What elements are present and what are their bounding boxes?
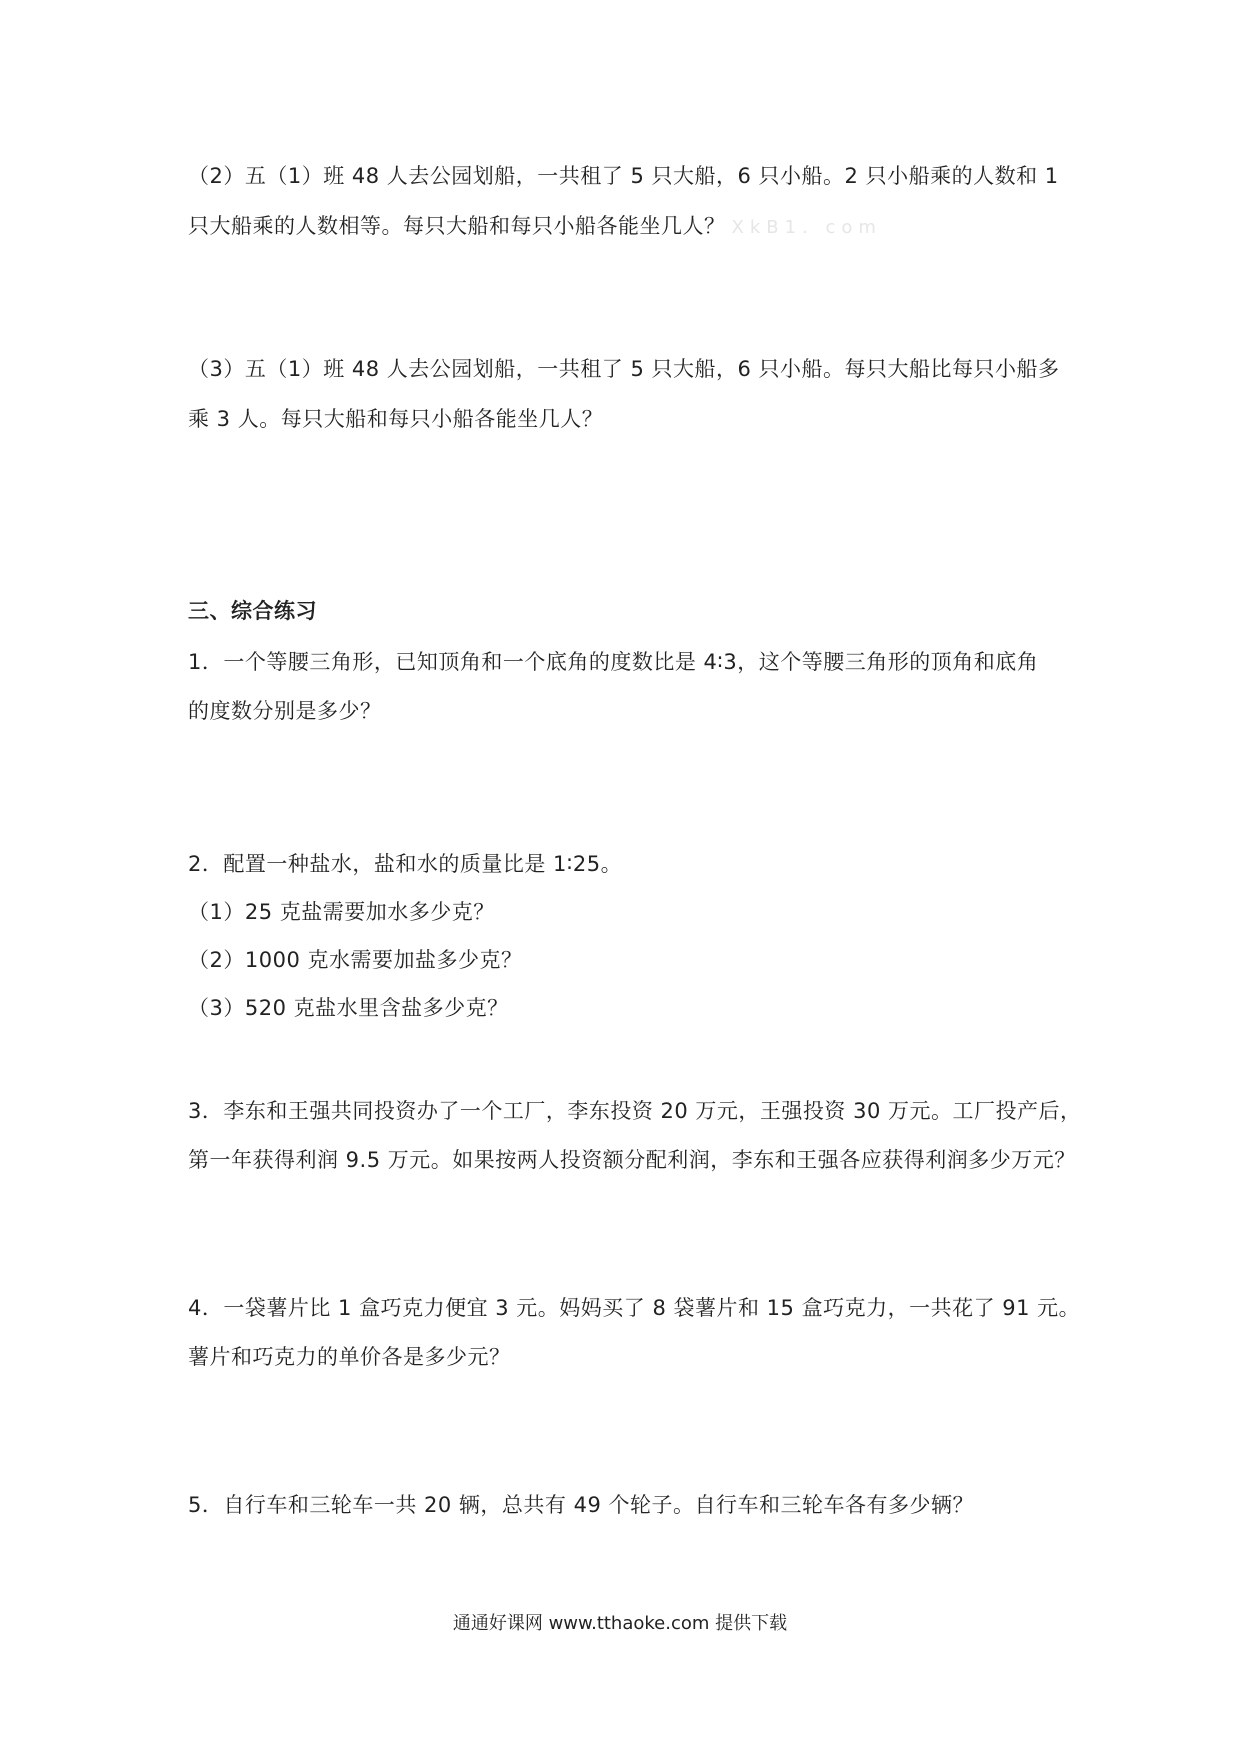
problem-4-line1: 4．一袋薯片比 1 盒巧克力便宜 3 元。妈妈买了 8 袋薯片和 15 盒巧克力，一共花了 91 元。 (188, 1296, 1081, 1320)
problem-3-line1: 3．李东和王强共同投资办了一个工厂，李东投资 20 万元，王强投资 30 万元。工厂投产后， (188, 1099, 1082, 1123)
problem-2-sub1: （1）25 克盐需要加水多少克？ (188, 900, 495, 924)
problem-3-line2: 第一年获得利润 9.5 万元。如果按两人投资额分配利润，李东和王强各应获得利润多少万元？ (188, 1148, 1076, 1172)
q2-part3-line1: （3）五（1）班 48 人去公园划船，一共租了 5 只大船，6 只小船。每只大船比每只小船多 (188, 357, 1060, 381)
problem-5-line1: 5．自行车和三轮车一共 20 辆，总共有 49 个轮子。自行车和三轮车各有多少辆？ (188, 1493, 975, 1517)
problem-1-line2: 的度数分别是多少？ (188, 699, 382, 723)
watermark-text: XkB1. com (731, 217, 882, 238)
q2-part2-line1: （2）五（1）班 48 人去公园划船，一共租了 5 只大船，6 只小船。2 只小船乘的人数和 1 (188, 164, 1059, 188)
q2-part2-line2-text: 只大船乘的人数相等。每只大船和每只小船各能坐几人？ (188, 214, 726, 238)
problem-2-line1: 2．配置一种盐水，盐和水的质量比是 1∶25。 (188, 852, 623, 876)
problem-2-sub2: （2）1000 克水需要加盐多少克？ (188, 948, 523, 972)
problem-2-sub3: （3）520 克盐水里含盐多少克？ (188, 996, 509, 1020)
problem-4-line2: 薯片和巧克力的单价各是多少元？ (188, 1345, 511, 1369)
q2-part2-line2 (188, 212, 882, 242)
footer-text: 通通好课网 www.tthaoke.com 提供下载 (452, 1613, 788, 1634)
problem-1-line1: 1．一个等腰三角形，已知顶角和一个底角的度数比是 4∶3，这个等腰三角形的顶角和底角 (188, 650, 1039, 674)
section-heading: 三、综合练习 (188, 599, 317, 623)
q2-part3-line2: 乘 3 人。每只大船和每只小船各能坐几人？ (188, 407, 604, 431)
